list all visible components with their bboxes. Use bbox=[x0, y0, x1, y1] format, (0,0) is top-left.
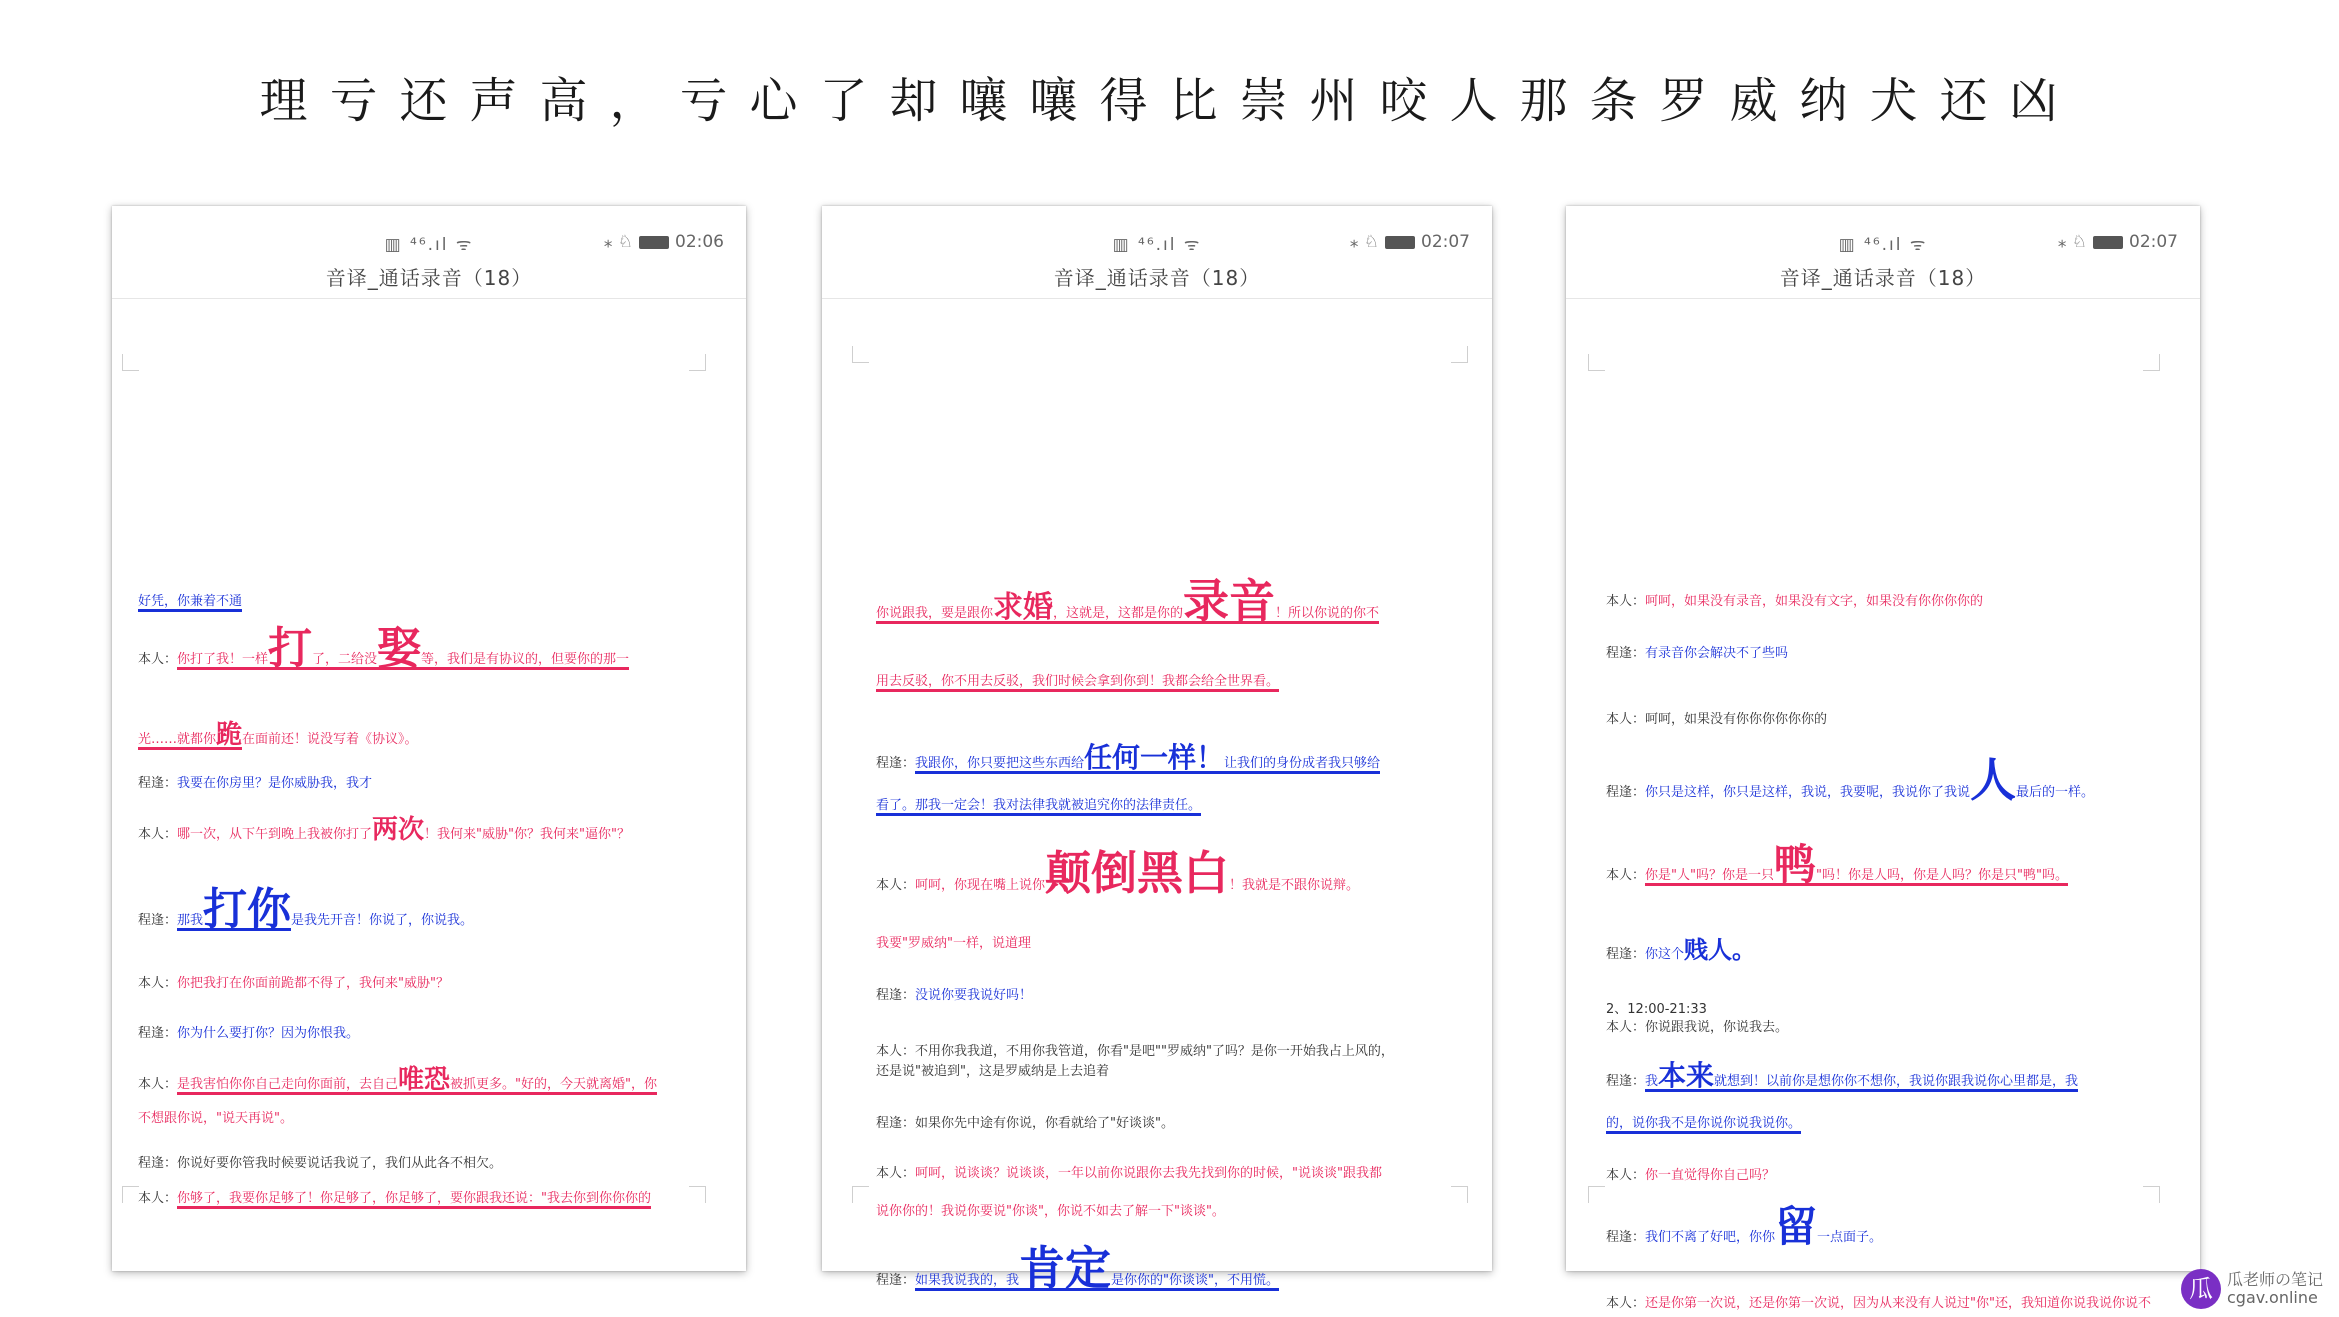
page-corner-mark bbox=[852, 346, 869, 363]
page-corner-mark bbox=[122, 1186, 139, 1203]
battery-icon bbox=[1385, 236, 1415, 249]
transcript-line: 本人：呵呵，说谈谈？说谈谈，一年以前你说跟你去我先找到你的时候，"说谈谈"跟我都 bbox=[876, 1166, 1382, 1181]
transcript-line: 你说跟我，要是跟你求婚，这就是，这都是你的录音！所以你说的你不 bbox=[876, 574, 1380, 628]
transcript-line: 本人：你把我打在你面前跪都不得了，我何来"威胁"？ bbox=[138, 976, 449, 991]
transcript-line: 本人：不用你我我道，不用你我管道，你看"是吧""罗威纳"了吗？是你一开始我占上风的， bbox=[876, 1044, 1394, 1059]
page-corner-mark bbox=[689, 354, 706, 371]
page-corner-mark bbox=[1451, 346, 1468, 363]
phone-screenshot-3 bbox=[1566, 206, 2200, 1311]
page-corner-mark bbox=[2143, 354, 2160, 371]
transcript-line: 本人：呵呵，你现在嘴上说你颠倒黑白！我就是不跟你说辩。 bbox=[876, 846, 1360, 900]
battery-icon bbox=[2093, 236, 2123, 249]
transcript-line: 好凭，你兼着不通 bbox=[138, 594, 716, 610]
transcript-line: 程逢：我要在你房里？是你威胁我，我才 bbox=[138, 776, 373, 791]
transcript-line: 程逢：我们不离了好吧，你你留一点面子。 bbox=[1606, 1202, 1883, 1251]
phone-screenshot-2 bbox=[822, 206, 1492, 1295]
transcript-line: 程逢：我跟你，你只要把这些东西给任何一样！让我们的身份成者我只够给 bbox=[876, 741, 1381, 774]
status-icons: ▥ ⁴⁶.ıl ᯤ bbox=[384, 235, 474, 255]
transcript-line: 本人：还是你第一次说，还是你第一次说，因为从来没有人说过"你"还，我知道你说我说你说不 bbox=[1606, 1296, 2151, 1311]
transcript-line: 本人：你一直觉得你自己吗？ bbox=[1606, 1168, 1776, 1183]
app-title: 音译_通话录音（18） bbox=[1779, 266, 1987, 290]
watermark-text bbox=[2227, 1271, 2323, 1307]
status-time: 02:07 bbox=[2129, 232, 2178, 252]
transcript-line: 用去反驳，你不用去反驳，我们时候会拿到你到！我都会给全世界看。 bbox=[876, 674, 1452, 690]
transcript-line: 还是说"被追到"，这是罗威纳是上去追着 bbox=[876, 1064, 1109, 1079]
app-title: 音译_通话录音（18） bbox=[1053, 266, 1261, 290]
status-right bbox=[2058, 232, 2178, 252]
status-icons: ▥ ⁴⁶.ıl ᯤ bbox=[1112, 235, 1202, 255]
divider bbox=[822, 298, 1492, 299]
page-title: 理亏还声高，亏心了却嚷嚷得比崇州咬人那条罗威纳犬还凶 bbox=[259, 73, 2080, 129]
transcript-line: 说你你的！我说你要说"你谈"，你说不如去了解一下"谈谈"。 bbox=[876, 1204, 1225, 1219]
page-corner-mark bbox=[1588, 1186, 1605, 1203]
transcript-line: 本人：你是"人"吗？你是一只鸭"吗！你是人吗，你是人吗？你是只"鸭"吗。 bbox=[1606, 840, 2068, 889]
status-right-icons: ⁎ ♘ bbox=[603, 232, 633, 252]
status-icons: ▥ ⁴⁶.ıl ᯤ bbox=[1838, 235, 1928, 255]
transcript-line: 程逢：有录音你会解决不了些吗 bbox=[1606, 646, 1789, 661]
transcript-line: 本人：是我害怕你你自己走向你面前，去自己唯恐被抓更多。"好的，今天就离婚"，你 bbox=[138, 1065, 658, 1095]
transcript-line: 程逢：那我打你是我先开音！你说了，你说我。 bbox=[138, 884, 474, 935]
status-bar bbox=[112, 226, 746, 260]
page-corner-mark bbox=[852, 1186, 869, 1203]
watermark-logo-icon: 瓜 bbox=[2181, 1269, 2221, 1309]
page-corner-mark bbox=[122, 354, 139, 371]
status-right-icons: ⁎ ♘ bbox=[1349, 232, 1379, 252]
divider bbox=[1566, 298, 2200, 299]
page-corner-mark bbox=[2143, 1186, 2160, 1203]
transcript-line: 看了。那我一定会！我对法律我就被追究你的法律责任。 bbox=[876, 798, 1452, 814]
transcript-line: 本人：呵呵，如果没有你你你你你你的 bbox=[1606, 712, 1828, 727]
transcript-line: 程逢：你这个贱人。 bbox=[1606, 936, 1757, 964]
divider bbox=[112, 298, 746, 299]
transcript-line: 本人：哪一次，从下午到晚上我被你打了两次！我何来"威胁"你？我何来"逼你"？ bbox=[138, 815, 630, 845]
transcript-line: 光……就都你跪在面前还！说没写着《协议》。 bbox=[138, 720, 418, 750]
transcript-line: 本人：你够了，我要你足够了！你足够了，你足够了，要你跟我还说："我去你到你你你的 bbox=[138, 1191, 716, 1207]
transcript-line: 程逢：如果我说我的，我肯定是你你的"你谈谈"，不用慌。 bbox=[876, 1241, 1279, 1295]
transcript-line: 程逢：如果你先中途有你说，你看就给了"好谈谈"。 bbox=[876, 1116, 1174, 1131]
page-corner-mark bbox=[1451, 1186, 1468, 1203]
transcript-line: 的，说你我不是你说你说我说你。 bbox=[1606, 1116, 2170, 1132]
page-corner-mark bbox=[1588, 354, 1605, 371]
transcript-line: 程逢：没说你要我说好吗！ bbox=[876, 988, 1033, 1003]
status-time: 02:07 bbox=[1421, 232, 1470, 252]
watermark-line1: 瓜老师の笔记 bbox=[2226, 1270, 2323, 1289]
status-bar bbox=[822, 226, 1492, 260]
status-right bbox=[604, 232, 724, 252]
status-time: 02:06 bbox=[675, 232, 724, 252]
status-right bbox=[1350, 232, 1470, 252]
app-title: 音译_通话录音（18） bbox=[325, 266, 533, 290]
battery-icon bbox=[639, 236, 669, 249]
transcript-line: 程逢：我本来就想到！以前你是想你你不想你，我说你跟我说你心里都是，我 bbox=[1606, 1059, 2079, 1092]
transcript-line: 本人：你打了我！一样打了，二给没娶等，我们是有协议的，但要你的那一 bbox=[138, 623, 630, 674]
watermark-line2: cgav.online bbox=[2226, 1288, 2318, 1307]
transcript-line: 2、12:00-21:33 bbox=[1606, 1002, 1707, 1017]
transcript-line: 不想跟你说，"说天再说"。 bbox=[138, 1111, 293, 1126]
transcript-line: 程逢：你为什么要打你？因为你恨我。 bbox=[138, 1026, 360, 1041]
transcript-line: 程逢：你说好要你管我时候要说话我说了，我们从此各不相欠。 bbox=[138, 1156, 503, 1171]
watermark bbox=[2181, 1269, 2323, 1309]
transcript-line: 程逢：你只是这样，你只是这样，我说，我要呢，我说你了我说人最后的一样。 bbox=[1606, 753, 2095, 807]
status-bar bbox=[1566, 226, 2200, 260]
status-right-icons: ⁎ ♘ bbox=[2057, 232, 2087, 252]
transcript-line: 我要"罗威纳"一样，说道理 bbox=[876, 936, 1031, 951]
transcript-line: 本人：呵呵，如果没有录音，如果没有文字，如果没有你你你你的 bbox=[1606, 594, 1984, 609]
phone-screenshot-1 bbox=[112, 206, 746, 1271]
transcript-line: 本人：你说跟我说，你说我去。 bbox=[1606, 1020, 1789, 1035]
